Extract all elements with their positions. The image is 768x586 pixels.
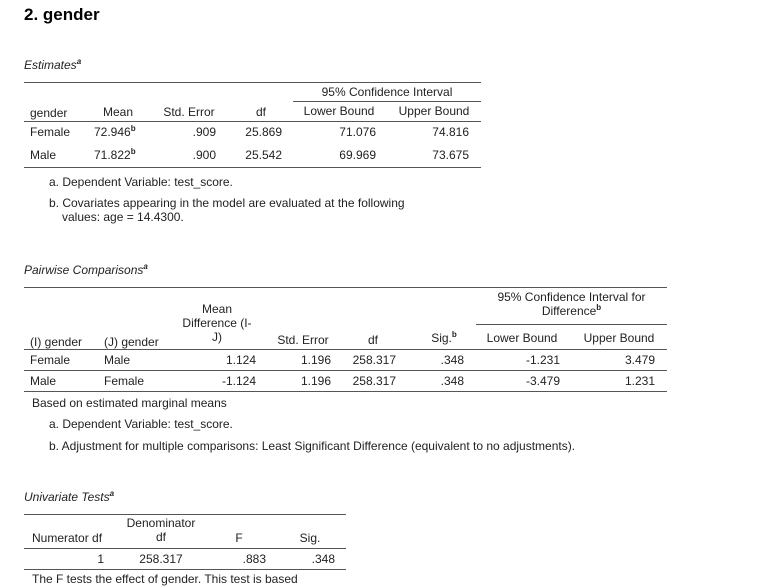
ci-header-text: Difference [541,304,597,318]
col-lower-bound: Lower Bound [303,104,375,118]
pairwise-header-rule [24,349,667,350]
estimates-note-b: b. Covariates appearing in the model are evaluated at the following [49,196,405,210]
cell-df: 258.317 [352,374,396,388]
pairwise-note-b: b. Adjustment for multiple comparisons: Least Significant Difference (equivalent to no adjustments). [49,439,576,453]
cell-den-df: 258.317 [139,552,183,566]
col-f: F [235,531,243,545]
sig-text: Sig. [431,331,452,345]
footnote-marker: b [130,147,136,156]
cell-j-gender: Male [104,353,131,367]
pairwise-footer: Based on estimated marginal means [32,396,227,410]
pairwise-ci-header: 95% Confidence Interval for [497,290,646,304]
col-num-df: Numerator df [32,531,103,545]
estimates-title-text: Estimates [24,58,77,72]
col-sig [420,331,468,345]
estimates-top-rule [24,82,481,83]
pairwise-note-a: a. Dependent Variable: test_score. [49,417,233,431]
cell-mean-diff: 1.124 [225,353,256,367]
mean-value: 71.822 [94,148,131,162]
footnote-marker: a [76,57,82,66]
col-df: df [367,333,378,347]
estimates-note-a: a. Dependent Variable: test_score. [49,175,233,189]
estimates-ci-header: 95% Confidence Interval [321,85,453,99]
footnote-marker: a [109,489,115,498]
pairwise-top-rule [24,287,667,288]
univariate-bottom-rule [24,569,346,570]
univariate-header-rule [24,548,346,549]
pairwise-title [24,263,148,277]
cell-std-error: .909 [192,125,216,139]
col-j-gender: (J) gender [104,335,159,349]
pairwise-ci-header-line2 [476,304,667,318]
col-std-error: Std. Error [277,333,329,347]
pairwise-ci-rule [476,324,667,325]
cell-df: 25.869 [245,125,282,139]
cell-num-df: 1 [97,552,104,566]
cell-lower: -1.231 [525,353,560,367]
footnote-marker: b [596,303,602,312]
cell-sig: .348 [440,353,464,367]
cell-upper: 1.231 [624,374,655,388]
cell-lower: 69.969 [339,148,376,162]
col-df: df [255,105,266,119]
section-title: 2. gender [24,5,100,24]
cell-upper: 3.479 [624,353,655,367]
col-std-error: Std. Error [163,105,215,119]
col-mean-diff-1: Mean [201,302,233,316]
footnote-marker: b [451,330,457,339]
cell-df: 258.317 [352,353,396,367]
col-mean-diff-2: Difference (I- [182,316,252,330]
univariate-title-text: Univariate Tests [24,490,110,504]
cell-j-gender: Female [104,374,145,388]
col-sig: Sig. [299,531,321,545]
cell-std-error: 1.196 [300,353,331,367]
col-mean-diff-3: J) [212,330,222,344]
row-rule [24,370,667,371]
cell-upper: 73.675 [432,148,469,162]
footnote-marker: a [143,262,148,271]
estimates-ci-rule [293,101,481,102]
col-den-df-2: df [155,530,166,544]
pairwise-title-text: Pairwise Comparisons [24,263,144,277]
cell-gender: Female [30,125,71,139]
cell-lower: -3.479 [525,374,560,388]
univariate-footer: The F tests the effect of gender. This test is based [32,572,298,586]
col-mean: Mean [102,105,134,119]
col-den-df-1: Denominator [126,516,196,530]
col-gender: gender [30,106,68,120]
footnote-marker: b [130,124,136,133]
cell-sig: .348 [440,374,464,388]
col-upper-bound: Upper Bound [398,104,470,118]
pairwise-bottom-rule [24,391,667,392]
cell-gender: Male [30,148,57,162]
cell-i-gender: Male [30,374,57,388]
estimates-header-rule [24,121,481,122]
cell-df: 25.542 [245,148,282,162]
cell-lower: 71.076 [339,125,376,139]
estimates-note-b-cont: values: age = 14.4300. [62,210,184,224]
cell-std-error: 1.196 [300,374,331,388]
cell-mean [94,125,136,139]
col-upper-bound: Upper Bound [583,331,655,345]
mean-value: 72.946 [94,125,131,139]
col-i-gender: (I) gender [30,335,83,349]
univariate-top-rule [24,514,346,515]
cell-f: .883 [242,552,266,566]
cell-sig: .348 [311,552,335,566]
cell-mean-diff: -1.124 [221,374,256,388]
cell-mean [94,148,136,162]
estimates-bottom-rule [24,167,481,168]
cell-std-error: .900 [192,148,216,162]
cell-upper: 74.816 [432,125,469,139]
cell-i-gender: Female [30,353,71,367]
estimates-title [24,58,81,72]
univariate-title [24,490,114,504]
col-lower-bound: Lower Bound [486,331,558,345]
